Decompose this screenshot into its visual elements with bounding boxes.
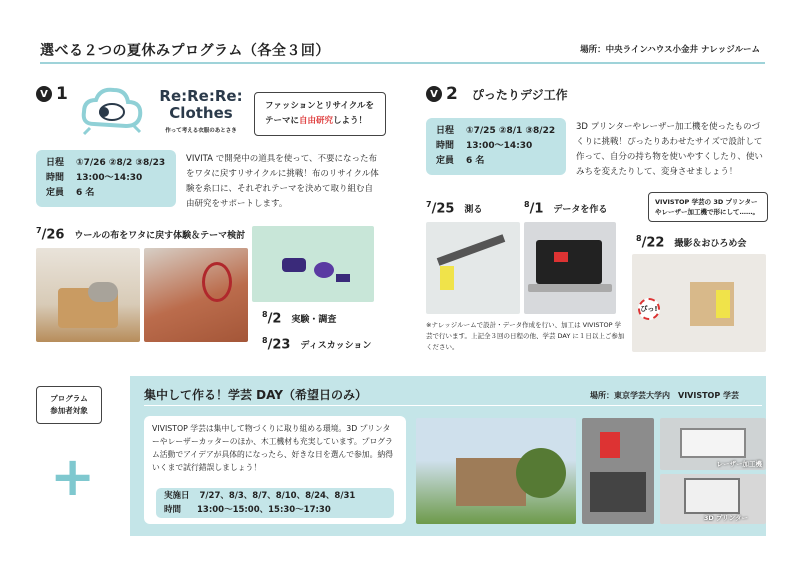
laptop-photo bbox=[524, 222, 616, 314]
laser-machine-photo bbox=[660, 418, 766, 470]
sheep-cloud-icon bbox=[80, 82, 144, 140]
plus-icon: + bbox=[50, 445, 96, 508]
target-label: プログラム 参加者対象 bbox=[36, 386, 102, 424]
program2-title: ぴったりデジ工作 bbox=[471, 87, 568, 102]
program1-callout: ファッションとリサイクルを テーマに自由研究しよう！ bbox=[254, 92, 386, 136]
logo-subtitle: 作って考える衣服のあとさき bbox=[165, 128, 237, 134]
program1-day3: $^8$/23 ディスカッション bbox=[262, 336, 372, 353]
program1-info: 日程 ①7/26 ②8/2 ③8/23 時間 13:00～14:30 定員 6 名 bbox=[36, 150, 176, 207]
cutting-fabric-photo bbox=[144, 248, 248, 342]
carding-machine-photo bbox=[36, 248, 140, 342]
logo-title: Re:Re:Re: Clothes bbox=[159, 87, 243, 122]
measuring-photo bbox=[426, 222, 520, 314]
program2-day2: $^8$/1 データを作る bbox=[524, 200, 608, 217]
laser-cutter-closeup-photo bbox=[582, 418, 654, 524]
program1-logo bbox=[80, 82, 260, 142]
extra-schedule: 実施日 7/27、8/3、8/7、8/10、8/24、8/31 時間 13:00～15:00、15:30～17:30 bbox=[156, 488, 394, 518]
program1-number: V 1 bbox=[36, 84, 68, 104]
laser-label: レーザー加工機 bbox=[716, 460, 762, 468]
program1-description: VIVITA で開発中の道具を使って、不要になった布をワタに戻すリサイクルに挑戦！布のリサイクル体験を糸口に、それぞれテーマを決めて取り組む自由研究をサポートします。 bbox=[186, 154, 379, 209]
extra-place: 場所：東京学芸大学内 VIVISTOP 学芸 bbox=[590, 391, 740, 400]
program1-day1: $^7$/26 ウールの布をワタに戻す体験＆テーマ検討 bbox=[36, 226, 246, 243]
program2-number: V 2 ぴったりデジ工作 bbox=[426, 84, 568, 104]
check-icon: V bbox=[36, 86, 52, 102]
extra-title: 集中して作る！学芸 DAY（希望日のみ） bbox=[144, 388, 367, 402]
extra-description: VIVISTOP 学芸は集中して物づくりに取り組める環境。3D プリンターやレーザーカッターのほか、木工機材も充実しています。プログラム活動でアイデアが具体的になったら、好きな日を選んで参加。納得いくまで試行錯誤しましょう！ bbox=[152, 424, 393, 472]
page-title: 選べる２つの夏休みプログラム（各全３回） bbox=[40, 43, 330, 59]
program2-note: ※ナレッジルームで設計・データ作成を行い、加工は VIVISTOP 学芸で行います。上記全３回の日程の他、学芸 DAY に１日以上ご参加ください。 bbox=[426, 321, 625, 351]
building-photo bbox=[416, 418, 576, 524]
program2-info: 日程 ①7/25 ②8/1 ③8/22 時間 13:00～14:30 定員 6 名 bbox=[426, 118, 566, 175]
header-divider bbox=[40, 62, 765, 64]
header-place: 場所：中央ラインハウス小金井 ナレッジルーム bbox=[580, 45, 760, 55]
printer-label: 3D プリンター bbox=[703, 514, 748, 522]
program2-day3: $^8$/22 撮影＆おひろめ会 bbox=[636, 234, 747, 251]
pitta-label: ぴっ! bbox=[638, 298, 660, 320]
printer-photo bbox=[660, 474, 766, 524]
program2-day1: $^7$/25 測る bbox=[426, 200, 483, 217]
check-icon: V bbox=[426, 86, 442, 102]
program2-bubble: VIVISTOP 学芸の 3D プリンターやレーザー加工機で形にして……。 bbox=[648, 192, 768, 222]
result-photo bbox=[632, 254, 766, 352]
extra-divider bbox=[144, 405, 762, 406]
program2-description: 3D プリンターやレーザー加工機を使ったものづくりに挑戦！ぴったりあわせたサイズで設計して作って、自分の持ち物を使いやすくしたり、使いみちを変えたりして、変身させましょう！ bbox=[576, 122, 763, 177]
program1-day2: $^8$/2 実験・調査 bbox=[262, 310, 337, 327]
wool-samples-photo bbox=[252, 226, 374, 302]
